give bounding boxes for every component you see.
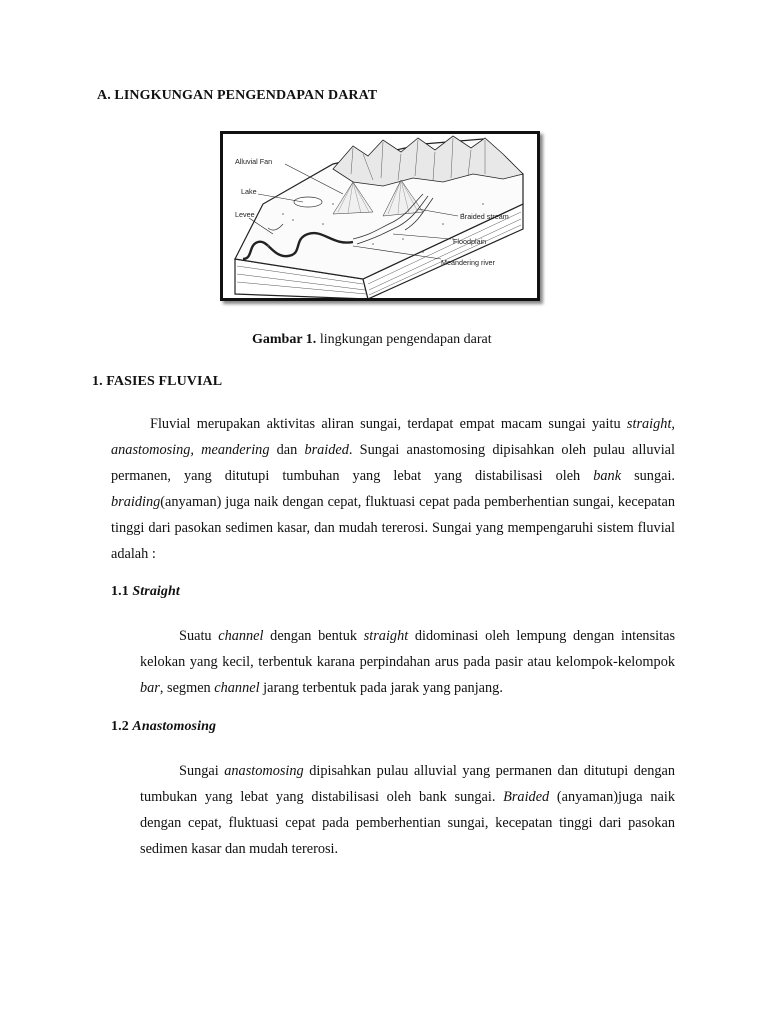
text-run: Sungai (179, 763, 225, 779)
text-run: sungai. (621, 468, 675, 484)
block-diagram-illustration (223, 134, 537, 298)
italic-term: braiding (111, 494, 161, 510)
text-run: (anyaman) juga naik dengan cepat, fluktuasi cepat pada pemberhentian sungai, kecepatan tinggi dari pasokan sedimen kasar, dan mudah tererosi. Sungai yang mempengaruhi sistem fluvial adalah : (111, 494, 675, 562)
label-alluvial-fan: Alluvial Fan (235, 157, 273, 166)
lake-shape (294, 197, 322, 207)
straight-heading (111, 584, 180, 600)
label-braided-stream: Braided stream (460, 212, 509, 221)
text-run: (anyaman)juga naik dengan cepat, fluktuasi cepat pada pemberhentian sungai, kecepatan tinggi dari pasokan sedimen kasar dan mudah tererosi. (140, 789, 675, 857)
italic-term: braided (304, 442, 349, 458)
text-run: didominasi oleh lempung dengan intensitas kelokan yang kecil, terbentuk karana perpindahan arus pada pasir atau kelompok-kelompok (140, 628, 676, 670)
straight-paragraph (140, 623, 675, 701)
italic-term: straight (363, 628, 409, 644)
anastomosing-heading-title: Anastomosing (132, 719, 217, 734)
text-run: . Sungai anastomosing dipisahkan oleh pulau alluvial permanen, yang ditutupi tumbuhan yang lebat yang distabilisasi oleh (111, 442, 675, 484)
italic-term: bar (140, 680, 160, 696)
italic-term: channel (214, 680, 260, 696)
italic-term: anastomosing (224, 763, 304, 779)
anastomosing-text (140, 758, 675, 862)
label-meandering-river: Meandering river (441, 258, 495, 267)
label-floodplain: Floodplain (453, 237, 487, 246)
fasies-intro-paragraph (111, 411, 675, 567)
text-run: jarang terbentuk pada jarak yang panjang. (259, 680, 503, 696)
fasies-intro-text (111, 411, 675, 567)
italic-term: straight, anastomosing, meandering (111, 416, 675, 458)
figure-caption (252, 332, 492, 348)
straight-text (140, 623, 675, 701)
section-title: A. LINGKUNGAN PENGENDAPAN DARAT (97, 88, 378, 103)
caption-text: lingkungan pengendapan darat (316, 332, 492, 347)
anastomosing-heading (111, 719, 216, 735)
text-run: Suatu (179, 628, 219, 644)
text-run: dipisahkan pulau alluvial yang permanen dan ditutupi dengan tumbukan yang lebat yang distabilisasi oleh bank sungai. (140, 763, 675, 805)
text-run: Fluvial merupakan aktivitas aliran sungai, terdapat empat macam sungai yaitu (150, 416, 627, 432)
straight-heading-number: 1.1 (111, 584, 133, 599)
anastomosing-paragraph (140, 758, 675, 862)
text-run: dengan bentuk (263, 628, 364, 644)
label-levee: Levee (235, 210, 255, 219)
fasies-heading: 1. FASIES FLUVIAL (92, 374, 223, 389)
anastomosing-heading-number: 1.2 (111, 719, 133, 734)
straight-heading-title: Straight (132, 584, 180, 599)
italic-term: channel (218, 628, 264, 644)
text-run: , segmen (159, 680, 215, 696)
italic-term: Braided (503, 789, 550, 805)
caption-label: Gambar 1. (252, 332, 317, 347)
figure-block-diagram (220, 131, 540, 301)
label-lake: Lake (241, 187, 257, 196)
text-run: dan (269, 442, 305, 458)
italic-term: bank (593, 468, 622, 484)
